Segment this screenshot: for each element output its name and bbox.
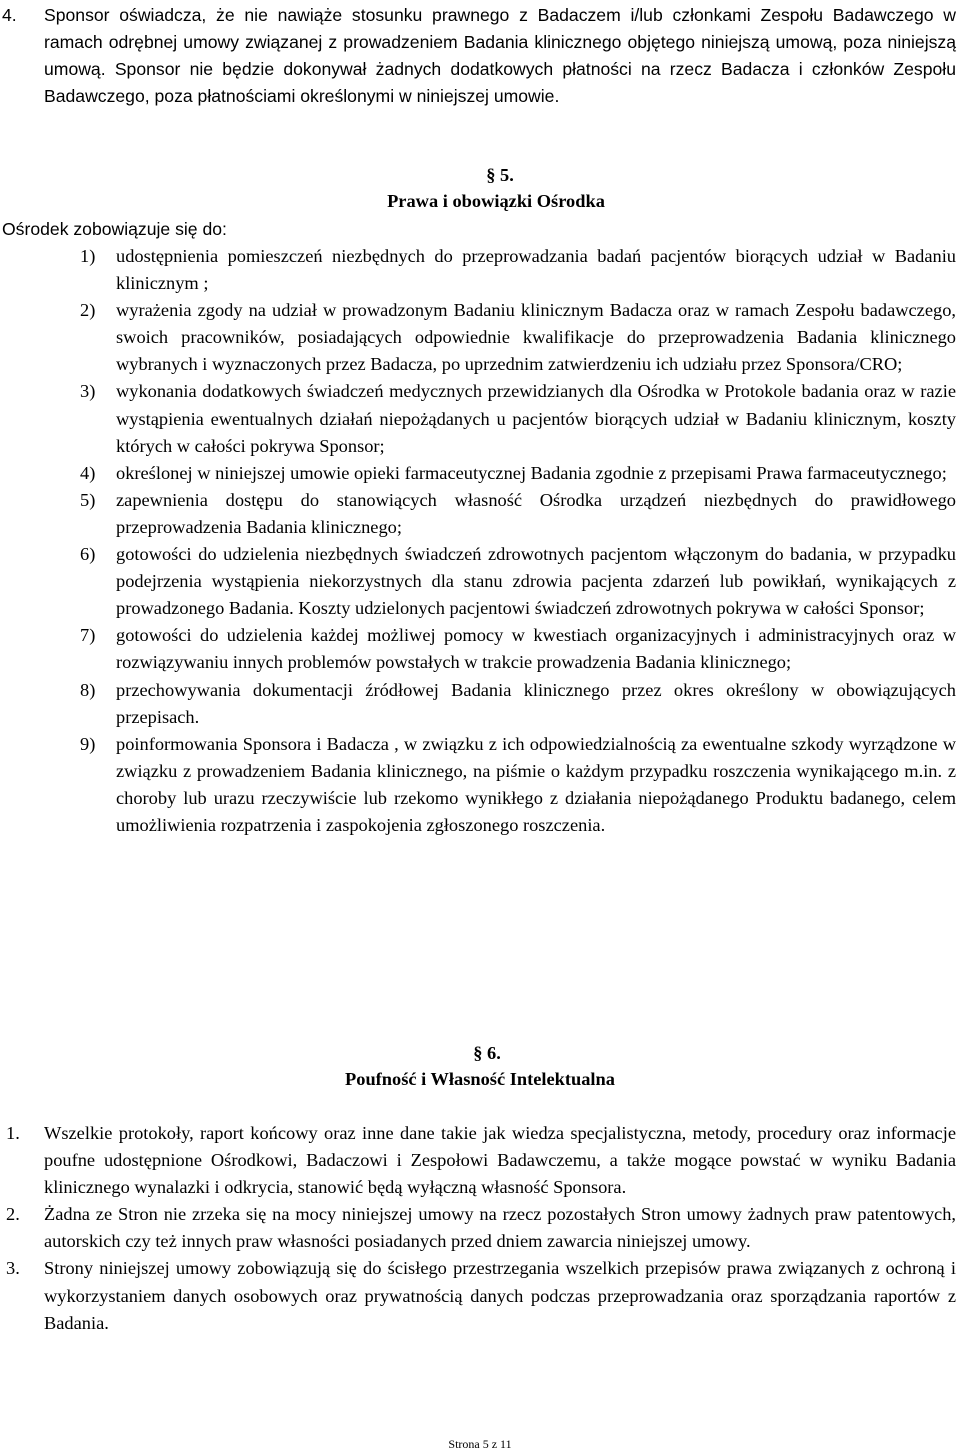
list-item-number: 8) bbox=[80, 679, 96, 700]
list-item bbox=[0, 731, 956, 839]
list-item-number: 5) bbox=[80, 489, 96, 510]
section-5-title: Prawa i obowiązki Ośrodka bbox=[387, 191, 605, 211]
list-item bbox=[0, 487, 956, 541]
section-5-list bbox=[0, 243, 956, 839]
list-item bbox=[0, 243, 956, 297]
list-item-text: poinformowania Sponsora i Badacza , w związku z ich odpowiedzialnością za ewentualne szkody wyrządzone w związku z prowadzeniem Badania klinicznego, na piśmie o każdym przypadku roszczenia wynikającego m.in. z choroby lub urazu rzeczywiście lub rzekomo wynikłego z działania niepożądanego Produktu badanego, celem umożliwienia rozpatrzenia i zaspokojenia zgłoszonego roszczenia. bbox=[116, 733, 956, 835]
section-sign: § 5. bbox=[486, 165, 514, 185]
list-item bbox=[0, 677, 956, 731]
list-item-text: zapewnienia dostępu do stanowiących własność Ośrodka urządzeń niezbędnych do prawidłowego przeprowadzenia Badania klinicznego; bbox=[116, 489, 956, 537]
list-item-number: 6) bbox=[80, 544, 96, 565]
list-item-text: Strony niniejszej umowy zobowiązują się do ścisłego przestrzegania wszelkich przepisów prawa związanych z ochroną i wykorzystaniem danych osobowych oraz prywatnością danych podczas przeprowadzania oraz sporządzania raportów z Badania. bbox=[44, 1258, 956, 1333]
list-item-number: 2. bbox=[6, 1204, 20, 1225]
list-item-text: przechowywania dokumentacji źródłowej Badania klinicznego przez okres określony w obowiązujących przepisach. bbox=[116, 679, 956, 727]
list-item-text: udostępnienia pomieszczeń niezbędnych do przeprowadzania badań pacjentów biorących udział w Badaniu klinicznym ; bbox=[116, 246, 956, 294]
section-6-title: Poufność i Własność Intelektualna bbox=[345, 1069, 615, 1089]
list-item-text: wyrażenia zgody na udział w prowadzonym Badaniu klinicznym Badacza oraz w ramach Zespołu badawczego, swoich pracowników, posiadających odpowiednie kwalifikacje do przeprowadzenia Badania klinicznego wybranych i wyznaczonych przez Badacza, po uprzednim zatwierdzeniu ich udziału przez Sponsora/CRO; bbox=[116, 300, 956, 375]
list-item-text: Żadna ze Stron nie zrzeka się na mocy niniejszej umowy na rzecz pozostałych Stron umowy żadnych praw patentowych, autorskich czy też innych praw własności posiadanych przed dniem zawarcia niniejszej umowy. bbox=[44, 1204, 956, 1252]
list-item bbox=[0, 1201, 956, 1255]
list-item bbox=[0, 622, 956, 676]
list-item-number: 1) bbox=[80, 246, 96, 266]
list-item-text: gotowości do udzielenia każdej możliwej pomocy w kwestiach organizacyjnych i administracyjnych oraz w rozwiązywaniu innych problemów powstałych w trakcie prowadzenia Badania klinicznego; bbox=[116, 625, 956, 673]
list-item bbox=[0, 378, 956, 459]
list-item-number: 1. bbox=[6, 1123, 20, 1143]
list-item-number: 2) bbox=[80, 300, 96, 321]
list-item-text: Wszelkie protokoły, raport końcowy oraz inne dane takie jak wiedza specjalistyczna, metody, procedury oraz informacje poufne udostępnione Ośrodkowi, Badaczowi i Zespołowi Badawczemu, a także mogące powstać w wyniku Badania klinicznego wynalazki i odkrycia, stanowić będą wyłączną własność Sponsora. bbox=[44, 1123, 956, 1198]
list-item-number: 3. bbox=[6, 1258, 20, 1279]
clause-text: Sponsor oświadcza, że nie nawiąże stosunku prawnego z Badaczem i/lub członkami Zespołu Badawczego w ramach odrębnej umowy związanej z prowadzeniem Badania klinicznego objętego niniejszą umową, poza niniejszą umową. Sponsor nie będzie dokonywał żadnych dodatkowych płatności na rzecz Badacza i członków Zespołu Badawczego, poza płatnościami określonymi w niniejszej umowie. bbox=[44, 5, 956, 107]
section-sign: § 6. bbox=[473, 1043, 501, 1063]
list-item-number: 4) bbox=[80, 462, 96, 483]
list-item-text: wykonania dodatkowych świadczeń medycznych przewidzianych dla Ośrodka w Protokole badania oraz w razie wystąpienia ewentualnych działań niepożądanych u pacjentów biorących udział w Badaniu klinicznym, koszty których w całości pokrywa Sponsor; bbox=[116, 381, 956, 456]
list-item bbox=[0, 297, 956, 378]
list-item bbox=[0, 1255, 956, 1336]
clause-4 bbox=[0, 2, 956, 110]
list-item-text: określonej w niniejszej umowie opieki farmaceutycznej Badania zgodnie z przepisami Prawa farmaceutycznego; bbox=[116, 462, 947, 483]
section-6-list bbox=[0, 1120, 956, 1337]
section-5-sign bbox=[0, 162, 960, 189]
list-item-number: 9) bbox=[80, 733, 96, 754]
list-item-text: gotowości do udzielenia niezbędnych świadczeń zdrowotnych pacjentom włączonym do badania, w przypadku podejrzenia wystąpienia niekorzystnych dla stanu zdrowia pacjenta zdarzeń lub powikłań, wynikających z prowadzonego Badania. Koszty udzielonych pacjentowi świadczeń zdrowotnych pokrywa w całości Sponsor; bbox=[116, 544, 956, 619]
page-footer: Strona 5 z 11 bbox=[448, 1437, 512, 1451]
clause-number: 4. bbox=[2, 5, 17, 25]
list-item-number: 7) bbox=[80, 625, 96, 646]
section-5-intro: Ośrodek zobowiązuje się do: bbox=[2, 219, 227, 239]
section-6-sign bbox=[0, 1040, 960, 1067]
list-item bbox=[0, 1120, 956, 1201]
list-item bbox=[0, 460, 956, 487]
list-item bbox=[0, 541, 956, 622]
list-item-number: 3) bbox=[80, 381, 96, 402]
